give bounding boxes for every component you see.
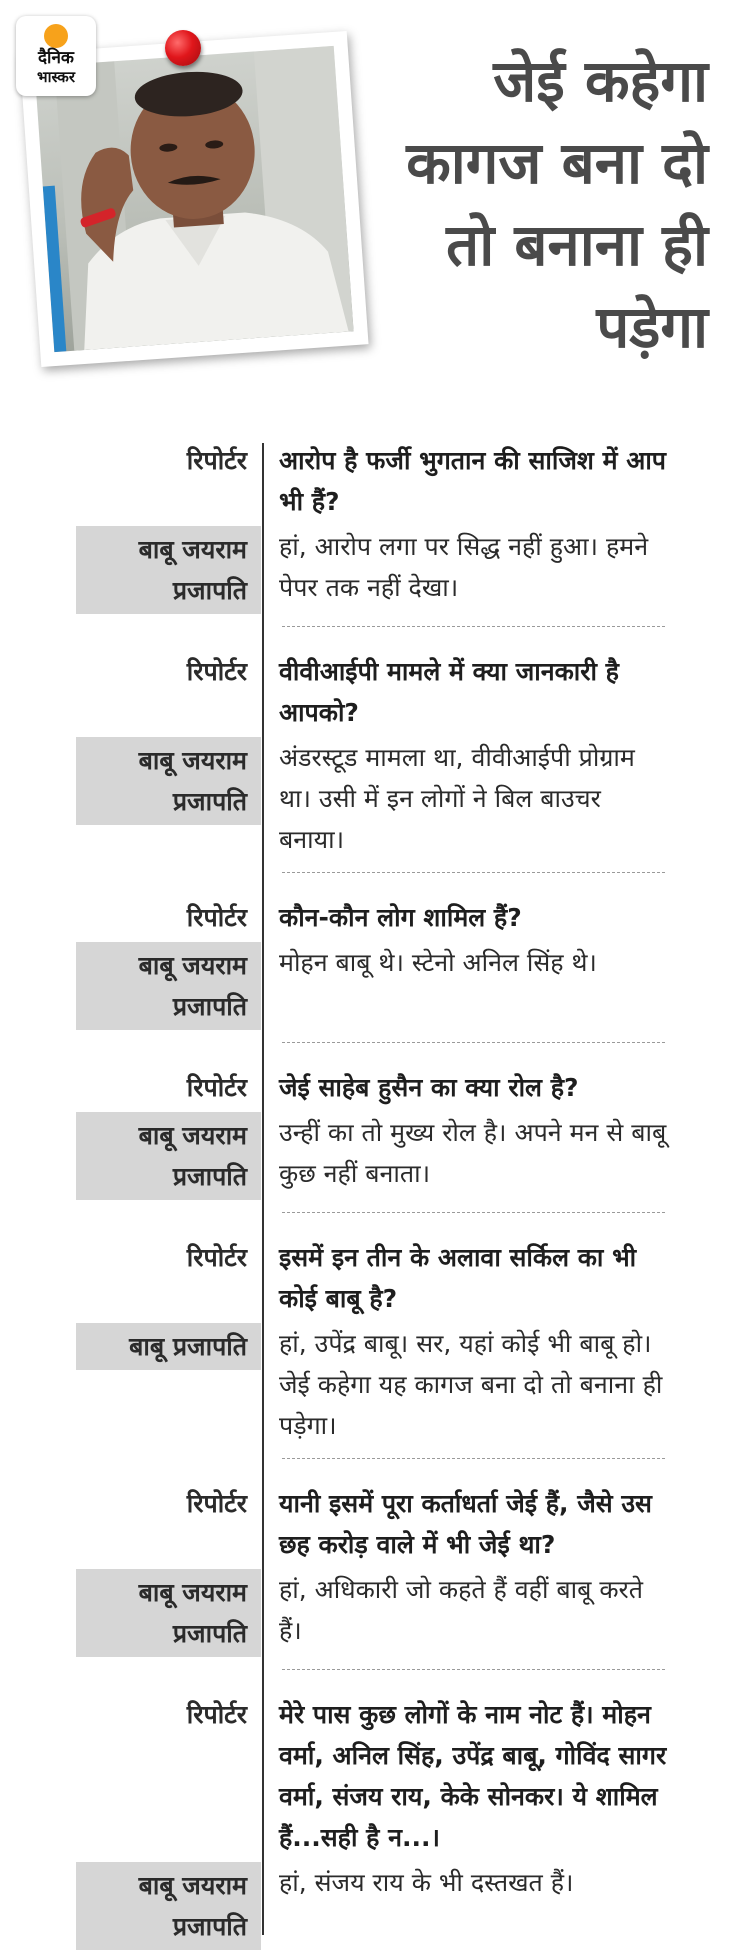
logo-text-line2: भास्कर bbox=[37, 68, 75, 86]
question-row bbox=[0, 1694, 730, 1858]
interview-transcript bbox=[0, 440, 730, 1950]
dashed-separator bbox=[282, 1212, 665, 1213]
red-pushpin-icon bbox=[165, 30, 201, 66]
respondent-label: बाबू प्रजापति bbox=[76, 1323, 261, 1370]
answer-row bbox=[0, 1112, 730, 1200]
reporter-label: रिपोर्टर bbox=[186, 657, 247, 686]
question-row bbox=[0, 1483, 730, 1565]
reporter-label: रिपोर्टर bbox=[186, 1700, 247, 1729]
answer-text: उन्हीं का तो मुख्य रोल है। अपने मन से बाबू कुछ नहीं बनाता। bbox=[279, 1118, 667, 1188]
dashed-separator bbox=[282, 1458, 665, 1459]
answer-text: हां, अधिकारी जो कहते हैं वहीं बाबू करते हैं। bbox=[279, 1575, 644, 1645]
dashed-separator bbox=[282, 1042, 665, 1043]
headline: जेई कहेगा कागज बना दो तो बनाना ही पड़ेगा bbox=[406, 47, 708, 361]
question-text: कौन-कौन लोग शामिल हैं? bbox=[279, 903, 522, 932]
qa-block bbox=[0, 897, 730, 1043]
header bbox=[0, 0, 730, 420]
answer-text: हां, आरोप लगा पर सिद्ध नहीं हुआ। हमने पेपर तक नहीं देखा। bbox=[279, 532, 649, 602]
answer-text: हां, संजय राय के भी दस्तखत हैं। bbox=[279, 1868, 574, 1897]
question-text: आरोप है फर्जी भुगतान की साजिश में आप भी हैं? bbox=[279, 446, 666, 516]
respondent-label: बाबू जयराम प्रजापति bbox=[76, 1112, 261, 1200]
question-text: मेरे पास कुछ लोगों के नाम नोट हैं। मोहन वर्मा, अनिल सिंह, उपेंद्र बाबू, गोविंद सागर वर्मा, संजय राय, केके सोनकर। ये शामिल हैं...सही है न...। bbox=[279, 1700, 667, 1852]
qa-block bbox=[0, 651, 730, 873]
answer-text: हां, उपेंद्र बाबू। सर, यहां कोई भी बाबू हो। जेई कहेगा यह कागज बना दो तो बनाना ही पड़ेगा। bbox=[279, 1329, 663, 1440]
question-row bbox=[0, 897, 730, 938]
respondent-label: बाबू जयराम प्रजापति bbox=[76, 1862, 261, 1950]
reporter-label: रिपोर्टर bbox=[186, 446, 247, 475]
qa-block bbox=[0, 440, 730, 627]
dashed-separator bbox=[282, 626, 665, 627]
question-text: इसमें इन तीन के अलावा सर्किल का भी कोई बाबू है? bbox=[279, 1243, 637, 1313]
respondent-label: बाबू जयराम प्रजापति bbox=[76, 942, 261, 1030]
question-text: जेई साहेब हुसैन का क्या रोल है? bbox=[279, 1073, 579, 1102]
dashed-separator bbox=[282, 872, 665, 873]
reporter-label: रिपोर्टर bbox=[186, 1489, 247, 1518]
answer-row bbox=[0, 1862, 730, 1950]
question-row bbox=[0, 651, 730, 733]
answer-text: मोहन बाबू थे। स्टेनो अनिल सिंह थे। bbox=[279, 948, 597, 977]
dainik-bhaskar-logo[interactable] bbox=[16, 16, 96, 96]
logo-text-line1: दैनिक bbox=[38, 48, 74, 68]
answer-text: अंडरस्टूड मामला था, वीवीआईपी प्रोग्राम था। उसी में इन लोगों ने बिल बाउचर बनाया। bbox=[279, 743, 635, 854]
qa-block bbox=[0, 1694, 730, 1950]
respondent-label: बाबू जयराम प्रजापति bbox=[76, 737, 261, 825]
question-text: यानी इसमें पूरा कर्ताधर्ता जेई हैं, जैसे उस छह करोड़ वाले में भी जेई था? bbox=[279, 1489, 652, 1559]
reporter-label: रिपोर्टर bbox=[186, 1243, 247, 1272]
answer-row bbox=[0, 737, 730, 860]
question-row bbox=[0, 1237, 730, 1319]
qa-block bbox=[0, 1067, 730, 1213]
sun-icon bbox=[44, 24, 68, 48]
question-text: वीवीआईपी मामले में क्या जानकारी है आपको? bbox=[279, 657, 619, 727]
answer-row bbox=[0, 942, 730, 1030]
question-row bbox=[0, 440, 730, 522]
question-row bbox=[0, 1067, 730, 1108]
qa-block bbox=[0, 1237, 730, 1459]
answer-row bbox=[0, 1569, 730, 1657]
respondent-label: बाबू जयराम प्रजापति bbox=[76, 1569, 261, 1657]
reporter-label: रिपोर्टर bbox=[186, 903, 247, 932]
dashed-separator bbox=[282, 1669, 665, 1670]
answer-row bbox=[0, 526, 730, 614]
respondent-label: बाबू जयराम प्रजापति bbox=[76, 526, 261, 614]
qa-block bbox=[0, 1483, 730, 1670]
answer-row bbox=[0, 1323, 730, 1446]
reporter-label: रिपोर्टर bbox=[186, 1073, 247, 1102]
